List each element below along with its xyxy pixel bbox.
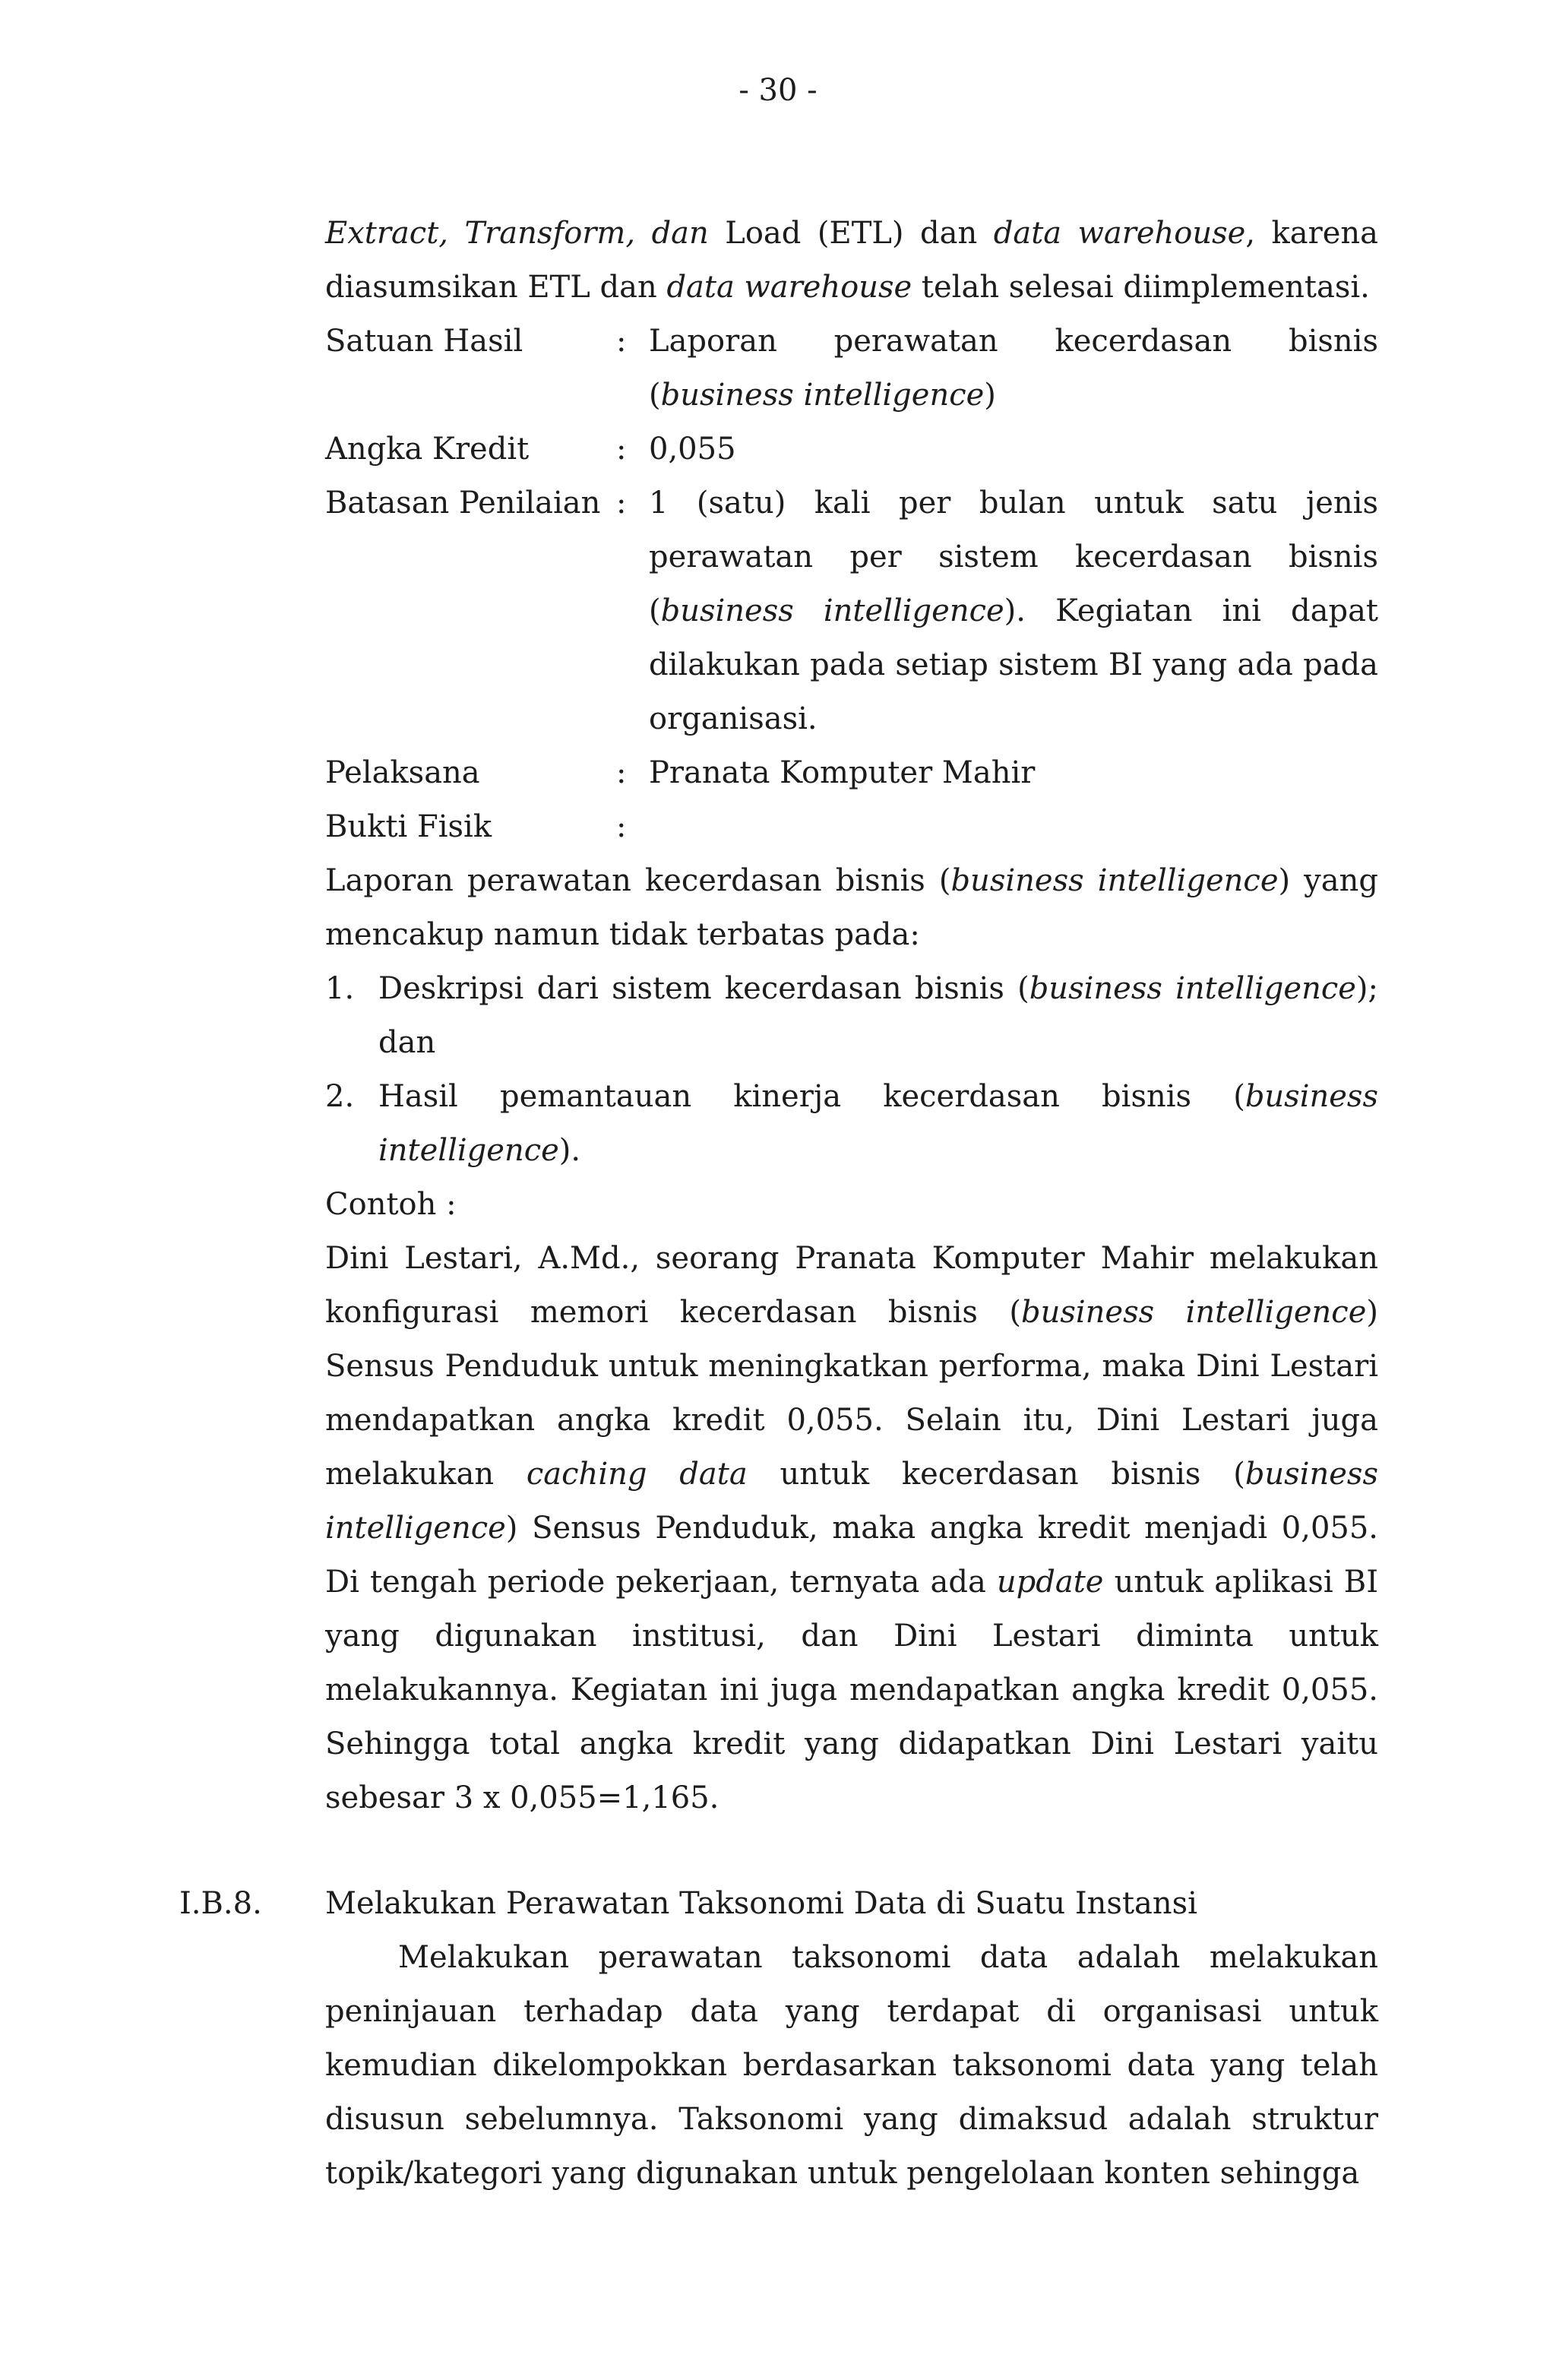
intro-text-6: telah selesai diimplementasi. xyxy=(912,270,1370,305)
contoh-text: ) Sensus Penduduk untuk meningkatkan performa, maka Dini Lestari mendapatkan angka kredit 0,055. Selain itu, Dini Lestari juga melakukan xyxy=(325,1295,1378,1492)
field-colon: : xyxy=(616,809,627,844)
section-title: Melakukan Perawatan Taksonomi Data di Suatu Instansi xyxy=(325,1886,1197,1921)
contoh-text: Dini Lestari, A.Md., seorang Pranata Komputer Mahir melakukan konfigurasi memori kecerdasan bisnis ( xyxy=(325,1241,1378,1330)
bukti-intro-text: ) yang mencakup namun tidak terbatas pada: xyxy=(325,863,1378,952)
section-heading xyxy=(179,1877,1378,1931)
intro-paragraph xyxy=(325,207,1378,315)
field-colon: : xyxy=(616,324,627,359)
contoh-italic: business intelligence xyxy=(325,1457,1378,1546)
contoh-text: untuk kecerdasan bisnis ( xyxy=(747,1457,1245,1492)
field-label: Angka Kredit xyxy=(325,432,530,467)
intro-italic-5: data warehouse xyxy=(666,270,912,305)
field-value xyxy=(649,315,1378,423)
page-number: - 30 - xyxy=(738,73,818,108)
field-value-italic: business intelligence xyxy=(660,593,1004,628)
bukti-intro-paragraph xyxy=(325,854,1378,962)
field-label: Satuan Hasil xyxy=(325,324,523,359)
field-batasan-penilaian xyxy=(325,476,1378,746)
contoh-text: ) Sensus Penduduk, maka angka kredit menjadi 0,055. Di tengah periode pekerjaan, ternyata ada xyxy=(325,1511,1378,1600)
field-colon: : xyxy=(616,432,627,467)
field-value-italic: business intelligence xyxy=(660,378,985,413)
section-ib8 xyxy=(179,1877,1378,2201)
bukti-intro-text: Laporan perawatan kecerdasan bisnis ( xyxy=(325,863,951,898)
field-label: Bukti Fisik xyxy=(325,809,492,844)
intro-italic-1: Extract, Transform, dan xyxy=(325,216,709,251)
bukti-intro-italic: business intelligence xyxy=(950,863,1279,898)
section-number: I.B.8. xyxy=(179,1886,262,1921)
contoh-italic: caching data xyxy=(526,1457,748,1492)
field-colon: : xyxy=(616,755,627,790)
field-value xyxy=(649,800,1378,854)
list-item xyxy=(325,1070,1378,1178)
contoh-label: Contoh : xyxy=(325,1187,457,1222)
list-text-part: ). xyxy=(558,1133,581,1168)
contoh-italic: business intelligence xyxy=(1020,1295,1367,1330)
field-value-text: Laporan perawatan kecerdasan bisnis ( xyxy=(649,324,1378,413)
field-label: Pelaksana xyxy=(325,755,480,790)
list-item xyxy=(325,962,1378,1070)
contoh-paragraph xyxy=(325,1232,1378,1825)
list-text-part: Deskripsi dari sistem kecerdasan bisnis ( xyxy=(378,971,1029,1006)
list-text xyxy=(378,962,1378,1070)
intro-text-4: , karena diasumsikan ETL dan xyxy=(325,216,1379,305)
field-pelaksana xyxy=(325,746,1378,800)
list-text-part: Hasil pemantauan kinerja kecerdasan bisnis ( xyxy=(378,1079,1245,1114)
list-text-italic: business intelligence xyxy=(1029,971,1356,1006)
section-body: Melakukan perawatan taksonomi data adalah melakukan peninjauan terhadap data yang terdapat di organisasi untuk kemudian dikelompokkan berdasarkan taksonomi data yang telah disusun sebelumnya. Taksonomi yang dimaksud adalah struktur topik/kategori yang digunakan untuk pengelolaan konten sehingga xyxy=(325,1940,1378,2191)
contoh-italic: update xyxy=(996,1565,1104,1600)
list-number: 1. xyxy=(325,971,355,1006)
field-value xyxy=(649,476,1378,746)
field-label: Batasan Penilaian xyxy=(325,486,601,521)
field-value-text: ) xyxy=(984,378,996,413)
field-value: Pranata Komputer Mahir xyxy=(649,755,1036,790)
list-text xyxy=(378,1070,1378,1178)
field-colon: : xyxy=(616,486,627,521)
field-value-text: ). Kegiatan ini dapat dilakukan pada setiap sistem BI yang ada pada organisasi. xyxy=(649,593,1378,736)
list-text-italic: business intelligence xyxy=(378,1079,1378,1168)
field-value-text: 1 (satu) kali per bulan untuk satu jenis perawatan per sistem kecerdasan bisnis ( xyxy=(649,486,1378,628)
field-value: 0,055 xyxy=(649,432,736,467)
intro-italic-3: data warehouse xyxy=(993,216,1246,251)
field-angka-kredit xyxy=(325,423,1378,476)
contoh-text: untuk aplikasi BI yang digunakan institusi, dan Dini Lestari diminta untuk melakukannya. Kegiatan ini juga mendapatkan angka kredit 0,055. Sehingga total angka kredit yang didapatkan Dini Lestari yaitu sebesar 3 x 0,055=1,165. xyxy=(325,1565,1378,1815)
field-satuan-hasil xyxy=(325,315,1378,423)
main-content xyxy=(325,207,1378,1825)
list-number: 2. xyxy=(325,1079,355,1114)
list-text-part: ); dan xyxy=(378,971,1378,1060)
field-bukti-fisik xyxy=(325,800,1378,854)
intro-text-2: Load (ETL) dan xyxy=(708,216,994,251)
